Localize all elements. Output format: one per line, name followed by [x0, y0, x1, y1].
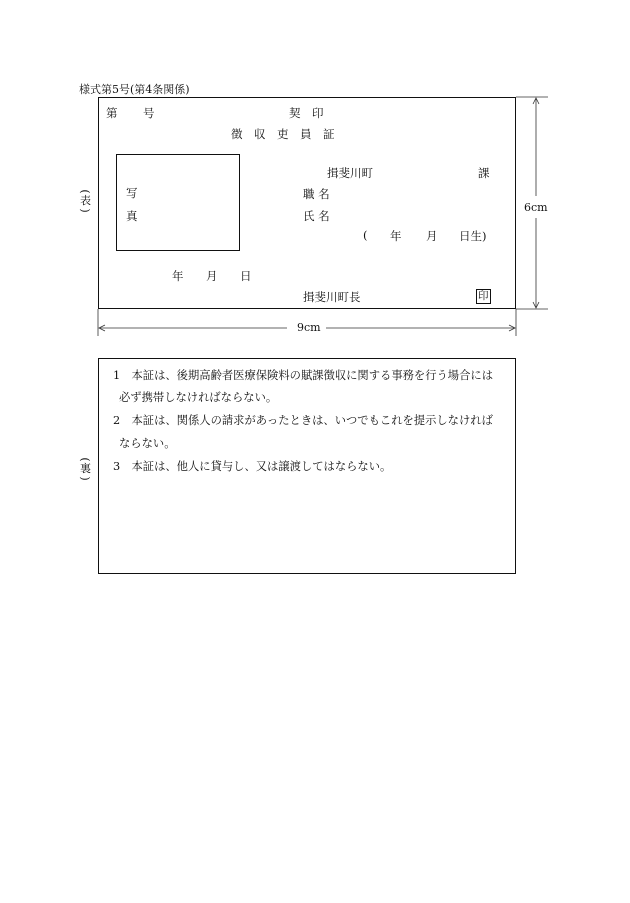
job-title-label: 職 名: [303, 187, 330, 201]
town-label: 揖斐川町: [327, 166, 373, 180]
ka-label: 課: [478, 166, 490, 180]
back-side-label-text: 裏: [80, 462, 91, 475]
birth-month-label: 月: [426, 229, 438, 243]
birth-day-label: 日生): [459, 229, 487, 243]
paren-close-icon: ): [78, 476, 92, 481]
issuer-label: 揖斐川町長: [303, 290, 361, 304]
paren-close-icon: ): [78, 208, 92, 213]
name-label: 氏 名: [303, 209, 330, 223]
birth-open-paren: (: [363, 228, 368, 242]
photo-label-char-1: 写: [126, 186, 138, 200]
back-line-4: ならない。: [119, 437, 176, 450]
number-prefix: 第: [106, 106, 118, 120]
number-suffix: 号: [143, 106, 155, 120]
paren-open-icon: (: [78, 457, 92, 462]
height-dimension-label: 6cm: [524, 201, 548, 214]
back-line-1: 1 本証は、後期高齢者医療保険料の賦課徴収に関する事務を行う場合には: [113, 369, 493, 382]
width-dimension-label: 9cm: [297, 321, 321, 334]
back-line-5: 3 本証は、他人に貸与し、又は譲渡してはならない。: [113, 460, 392, 473]
card-heading: 徴 収 吏 員 証: [231, 127, 335, 141]
paren-open-icon: (: [78, 189, 92, 194]
back-line-2: 必ず携帯しなければならない。: [119, 391, 278, 404]
issue-year-label: 年: [172, 269, 184, 283]
back-side-label: [80, 456, 91, 482]
issue-day-label: 日: [240, 269, 252, 283]
form-title: 様式第5号(第4条関係): [79, 83, 190, 96]
front-side-label-text: 表: [80, 194, 91, 207]
photo-label-char-2: 真: [126, 209, 138, 223]
birth-year-label: 年: [390, 229, 402, 243]
back-line-3: 2 本証は、関係人の請求があったときは、いつでもこれを提示しなければ: [113, 414, 493, 427]
keiin-label: 契 印: [289, 106, 324, 120]
issue-month-label: 月: [206, 269, 218, 283]
seal-mark: 印: [478, 290, 489, 302]
